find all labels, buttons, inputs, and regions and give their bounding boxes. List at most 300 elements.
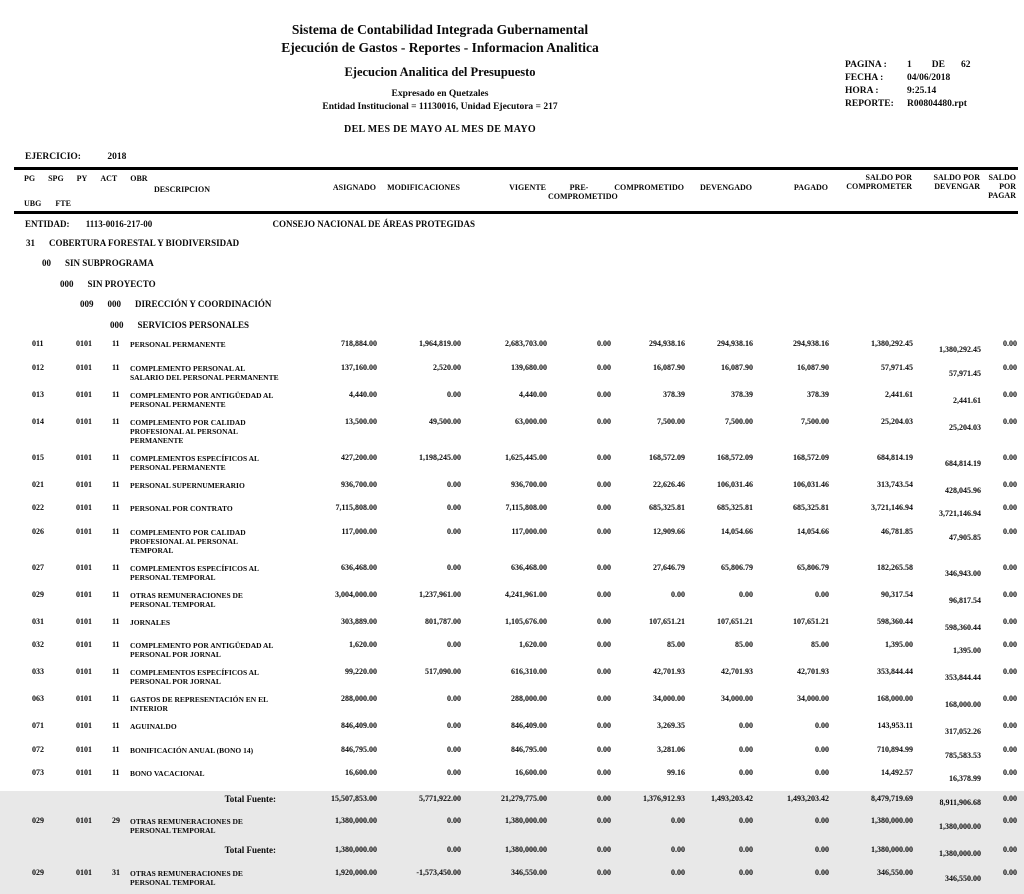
hierarchy-label: DIRECCIÓN Y COORDINACIÓN — [135, 299, 272, 309]
total-label: Total Fuente: — [224, 793, 276, 804]
value-cell-vigente: 936,700.00 — [511, 479, 547, 489]
description-cell: AGUINALDO — [130, 722, 177, 731]
value-cell-pagado: 0.00 — [815, 768, 829, 777]
col-pre-comprometido: PRE- COMPROMETIDO — [548, 169, 612, 213]
value-cell-saldo-por-comprometer: 1,395.00 — [885, 640, 913, 649]
code-cell: 11 — [112, 503, 120, 512]
hierarchy-row — [14, 318, 1018, 339]
value-cell-saldo-por-pagar: 0.00 — [1003, 362, 1017, 372]
value-cell-saldo-por-pagar: 0.00 — [1003, 339, 1017, 348]
col-obr: OBR — [130, 174, 148, 183]
code-cell: 0101 — [76, 526, 92, 536]
value-cell-vigente: 616,310.00 — [511, 667, 547, 676]
value-cell-saldo-por-devengar: 96,817.54 — [949, 595, 981, 605]
value-cell-saldo-por-devengar: 8,911,906.68 — [939, 797, 981, 807]
col-py: PY — [76, 174, 88, 183]
value-cell-pre-comprometido: 0.00 — [597, 526, 611, 536]
value-cell-asignado: 4,440.00 — [349, 389, 377, 399]
value-cell-comprometido: 27,646.79 — [653, 562, 685, 572]
value-cell-asignado: 1,380,000.00 — [335, 845, 377, 854]
value-cell-saldo-por-devengar: 1,380,000.00 — [939, 849, 981, 858]
value-cell-vigente: 1,380,000.00 — [505, 816, 547, 825]
value-cell-comprometido: 168,572.09 — [649, 452, 685, 462]
value-cell-modificaciones: 0.00 — [447, 479, 461, 489]
table-row — [14, 452, 1018, 479]
code-cell: 0101 — [76, 339, 92, 348]
code-cell: 0101 — [76, 744, 92, 754]
value-cell-modificaciones: 517,090.00 — [425, 667, 461, 676]
value-cell-devengado: 0.00 — [739, 589, 753, 599]
col-saldo-por-devengar: SALDO POR DEVENGAR — [914, 169, 982, 213]
value-cell-pagado: 168,572.09 — [793, 452, 829, 462]
value-cell-vigente: 636,468.00 — [511, 562, 547, 572]
hierarchy-cell — [14, 318, 1018, 339]
value-cell-asignado: 1,920,000.00 — [335, 867, 377, 877]
description-cell: COMPLEMENTO PERSONAL AL SALARIO DEL PERSONAL PERMANENTE — [130, 363, 279, 382]
col-devengado: DEVENGADO — [686, 169, 754, 213]
description-cell: PERSONAL SUPERNUMERARIO — [130, 480, 245, 490]
value-cell-modificaciones: 0.00 — [447, 526, 461, 536]
col-asignado: ASIGNADO — [290, 169, 378, 213]
value-cell-pagado: 1,493,203.42 — [787, 793, 829, 803]
value-cell-saldo-por-comprometer: 25,204.03 — [881, 416, 913, 426]
value-cell-vigente: 4,241,961.00 — [505, 589, 547, 599]
value-cell-saldo-por-devengar: 168,000.00 — [945, 700, 981, 709]
code-cell: 11 — [112, 616, 120, 626]
code-cell: 0101 — [76, 694, 92, 703]
reporte-value: R00804480.rpt — [907, 99, 967, 109]
code-cell: 014 — [32, 416, 44, 426]
value-cell-vigente: 2,683,703.00 — [505, 339, 547, 348]
value-cell-comprometido: 12,909.66 — [653, 526, 685, 536]
table-row — [14, 526, 1018, 562]
code-cell: 033 — [32, 667, 44, 676]
total-row — [14, 842, 1018, 867]
code-cell — [14, 791, 50, 816]
value-cell-saldo-por-devengar: 346,550.00 — [945, 873, 981, 883]
value-cell-comprometido: 0.00 — [671, 867, 685, 877]
code-cell: 0101 — [76, 479, 92, 489]
value-cell-pre-comprometido: 0.00 — [597, 640, 611, 649]
value-cell-vigente: 346,550.00 — [511, 867, 547, 877]
fecha-value: 04/06/2018 — [907, 73, 951, 83]
table-row — [14, 589, 1018, 616]
code-cell: 29 — [112, 816, 120, 825]
pagina-de-label: DE — [931, 60, 945, 70]
table-row — [14, 338, 1018, 362]
code-cell: 11 — [112, 479, 120, 489]
value-cell-saldo-por-comprometer: 182,265.58 — [877, 562, 913, 572]
value-cell-comprometido: 22,626.46 — [653, 479, 685, 489]
hierarchy-row — [14, 277, 1018, 298]
value-cell-saldo-por-devengar: 1,380,292.45 — [939, 345, 981, 354]
value-cell-devengado: 65,806.79 — [721, 562, 753, 572]
hierarchy-code: 000 — [60, 278, 74, 289]
value-cell-asignado: 7,115,808.00 — [335, 503, 377, 512]
hierarchy-row — [14, 297, 1018, 318]
description-cell: OTRAS REMUNERACIONES DE PERSONAL TEMPORAL — [130, 590, 243, 609]
description-cell: PERSONAL PERMANENTE — [130, 340, 226, 349]
value-cell-devengado: 85.00 — [735, 640, 753, 649]
col-ubg: UBG — [24, 199, 42, 208]
value-cell-saldo-por-devengar: 353,844.44 — [945, 673, 981, 682]
value-cell-saldo-por-comprometer: 1,380,292.45 — [871, 339, 913, 348]
value-cell-asignado: 718,884.00 — [341, 339, 377, 348]
value-cell-devengado: 107,651.21 — [717, 616, 753, 626]
code-cell: 0101 — [76, 867, 92, 877]
value-cell-saldo-por-devengar: 25,204.03 — [949, 422, 981, 432]
value-cell-saldo-por-pagar: 0.00 — [1003, 694, 1017, 703]
code-cell — [96, 791, 130, 816]
value-cell-vigente: 1,625,445.00 — [505, 452, 547, 462]
hierarchy-code: 000 — [110, 319, 124, 330]
code-cell: 0101 — [76, 616, 92, 626]
value-cell-comprometido: 85.00 — [667, 640, 685, 649]
value-cell-pagado: 14,054.66 — [797, 526, 829, 536]
code-cell — [14, 842, 50, 867]
value-cell-pagado: 378.39 — [807, 389, 829, 399]
description-cell: PERSONAL POR CONTRATO — [130, 504, 233, 513]
description-cell: OTRAS REMUNERACIONES DE PERSONAL TEMPORAL — [130, 868, 243, 887]
value-cell-saldo-por-devengar: 1,380,000.00 — [939, 822, 981, 831]
value-cell-asignado: 15,507,853.00 — [331, 793, 377, 803]
value-cell-modificaciones: 0.00 — [447, 503, 461, 512]
description-cell: COMPLEMENTOS ESPECÍFICOS AL PERSONAL POR JORNAL — [130, 668, 259, 686]
value-cell-pagado: 0.00 — [815, 816, 829, 825]
code-cell: 11 — [112, 721, 120, 730]
table-row — [14, 815, 1018, 842]
value-cell-asignado: 846,409.00 — [341, 721, 377, 730]
value-cell-comprometido: 0.00 — [671, 816, 685, 825]
pagina-label: PAGINA : — [845, 60, 887, 70]
hierarchy-label: COBERTURA FORESTAL Y BIODIVERSIDAD — [49, 237, 240, 248]
value-cell-pagado: 85.00 — [811, 640, 829, 649]
budget-table — [14, 167, 1018, 894]
codes-header-line1 — [24, 174, 161, 183]
value-cell-pre-comprometido: 0.00 — [597, 562, 611, 572]
value-cell-saldo-por-devengar: 317,052.26 — [945, 727, 981, 736]
fecha-label: FECHA : — [845, 73, 884, 83]
value-cell-modificaciones: 0.00 — [447, 694, 461, 703]
code-cell: 11 — [112, 526, 120, 536]
value-cell-vigente: 4,440.00 — [519, 389, 547, 399]
value-cell-devengado: 685,325.81 — [717, 503, 753, 512]
table-row — [14, 416, 1018, 452]
description-cell: JORNALES — [130, 617, 171, 627]
value-cell-saldo-por-devengar: 598,360.44 — [945, 622, 981, 632]
table-row — [14, 867, 1018, 894]
description-cell: BONIFICACIÓN ANUAL (BONO 14) — [130, 745, 254, 755]
code-cell: 021 — [32, 479, 44, 489]
value-cell-devengado: 168,572.09 — [717, 452, 753, 462]
value-cell-saldo-por-devengar: 346,943.00 — [945, 568, 981, 578]
value-cell-saldo-por-devengar: 2,441.61 — [953, 395, 981, 405]
value-cell-pre-comprometido: 0.00 — [597, 339, 611, 348]
code-cell: 071 — [32, 721, 44, 730]
value-cell-saldo-por-comprometer: 710,894.99 — [877, 744, 913, 754]
value-cell-saldo-por-pagar: 0.00 — [1003, 667, 1017, 676]
value-cell-asignado: 936,700.00 — [341, 479, 377, 489]
code-cell: 11 — [112, 389, 120, 399]
value-cell-devengado: 1,493,203.42 — [711, 793, 753, 803]
value-cell-asignado: 427,200.00 — [341, 452, 377, 462]
value-cell-saldo-por-pagar: 0.00 — [1003, 416, 1017, 426]
value-cell-asignado: 846,795.00 — [341, 744, 377, 754]
col-act: ACT — [100, 174, 118, 183]
report-meta — [845, 60, 1020, 112]
value-cell-devengado: 378.39 — [731, 389, 753, 399]
value-cell-pagado: 0.00 — [815, 721, 829, 730]
value-cell-vigente: 117,000.00 — [511, 526, 547, 536]
code-cell: 11 — [112, 339, 120, 348]
hierarchy-label: SIN PROYECTO — [87, 278, 156, 289]
value-cell-devengado: 294,938.16 — [717, 339, 753, 348]
ejercicio-row — [25, 152, 1024, 167]
table-row — [14, 666, 1018, 693]
code-cell: 029 — [32, 816, 44, 825]
description-cell: GASTOS DE REPRESENTACIÓN EN EL INTERIOR — [130, 695, 268, 713]
value-cell-comprometido: 294,938.16 — [649, 339, 685, 348]
hierarchy-code: 000 — [107, 299, 121, 309]
value-cell-saldo-por-pagar: 0.00 — [1003, 616, 1017, 626]
value-cell-devengado: 0.00 — [739, 845, 753, 854]
code-cell: 11 — [112, 562, 120, 572]
value-cell-pre-comprometido: 0.00 — [597, 867, 611, 877]
description-cell: COMPLEMENTOS ESPECÍFICOS AL PERSONAL TEMPORAL — [130, 563, 259, 582]
value-cell-comprometido: 0.00 — [671, 589, 685, 599]
value-cell-saldo-por-comprometer: 313,743.54 — [877, 479, 913, 489]
col-descripcion: DESCRIPCION — [154, 185, 211, 194]
value-cell-saldo-por-comprometer: 14,492.57 — [881, 768, 913, 777]
code-cell: 073 — [32, 768, 44, 777]
value-cell-comprometido: 3,269.35 — [657, 721, 685, 730]
value-cell-devengado: 106,031.46 — [717, 479, 753, 489]
hierarchy-code: 31 — [26, 237, 35, 248]
value-cell-saldo-por-comprometer: 8,479,719.69 — [871, 793, 913, 803]
value-cell-pagado: 34,000.00 — [797, 694, 829, 703]
value-cell-asignado: 3,004,000.00 — [335, 589, 377, 599]
report-title: Ejecucion Analitica del Presupuesto — [344, 65, 536, 79]
value-cell-saldo-por-devengar: 428,045.96 — [945, 485, 981, 495]
value-cell-saldo-por-devengar: 3,721,146.94 — [939, 509, 981, 518]
value-cell-saldo-por-pagar: 0.00 — [1003, 479, 1017, 489]
code-cell: 022 — [32, 503, 44, 512]
value-cell-vigente: 21,279,775.00 — [501, 793, 547, 803]
value-cell-modificaciones: -1,573,450.00 — [416, 867, 461, 877]
value-cell-saldo-por-pagar: 0.00 — [1003, 793, 1017, 803]
value-cell-saldo-por-devengar: 47,905.85 — [949, 532, 981, 542]
code-cell: 0101 — [76, 562, 92, 572]
value-cell-pre-comprometido: 0.00 — [597, 452, 611, 462]
value-cell-saldo-por-pagar: 0.00 — [1003, 503, 1017, 512]
value-cell-devengado: 0.00 — [739, 721, 753, 730]
hierarchy-cell — [14, 236, 1018, 257]
value-cell-devengado: 0.00 — [739, 768, 753, 777]
value-cell-comprometido: 34,000.00 — [653, 694, 685, 703]
report-header — [0, 0, 1024, 152]
code-cell: 11 — [112, 744, 120, 754]
hierarchy-row — [14, 236, 1018, 257]
code-cell: 072 — [32, 744, 44, 754]
table-row — [14, 389, 1018, 416]
value-cell-saldo-por-comprometer: 46,781.85 — [881, 526, 913, 536]
description-cell: COMPLEMENTO POR CALIDAD PROFESIONAL AL PERSONAL TEMPORAL — [130, 527, 246, 555]
value-cell-saldo-por-devengar: 16,378.99 — [949, 774, 981, 783]
value-cell-saldo-por-pagar: 0.00 — [1003, 562, 1017, 572]
code-cell: 0101 — [76, 362, 92, 372]
description-cell: BONO VACACIONAL — [130, 769, 205, 778]
ejercicio-value: 2018 — [107, 152, 127, 162]
value-cell-pre-comprometido: 0.00 — [597, 416, 611, 426]
value-cell-saldo-por-pagar: 0.00 — [1003, 452, 1017, 462]
value-cell-pre-comprometido: 0.00 — [597, 389, 611, 399]
total-label: Total Fuente: — [224, 845, 276, 855]
value-cell-modificaciones: 0.00 — [447, 816, 461, 825]
meta-hora — [845, 86, 1020, 96]
value-cell-pre-comprometido: 0.00 — [597, 694, 611, 703]
value-cell-asignado: 1,380,000.00 — [335, 816, 377, 825]
value-cell-pre-comprometido: 0.00 — [597, 721, 611, 730]
table-row — [14, 562, 1018, 589]
value-cell-saldo-por-comprometer: 168,000.00 — [877, 694, 913, 703]
value-cell-asignado: 117,000.00 — [341, 526, 377, 536]
table-row — [14, 639, 1018, 666]
value-cell-pre-comprometido: 0.00 — [597, 503, 611, 512]
value-cell-comprometido: 1,376,912.93 — [643, 793, 685, 803]
value-cell-saldo-por-comprometer: 346,550.00 — [877, 867, 913, 877]
table-row — [14, 479, 1018, 503]
entity-note: Entidad Institucional = 11130016, Unidad Ejecutora = 217 — [322, 102, 558, 112]
code-cell: 11 — [112, 589, 120, 599]
col-saldo-por-comprometer: SALDO POR COMPROMETER — [830, 169, 914, 213]
value-cell-modificaciones: 1,237,961.00 — [419, 589, 461, 599]
value-cell-pagado: 65,806.79 — [797, 562, 829, 572]
report-title-block — [140, 22, 740, 135]
code-cell: 012 — [32, 362, 44, 372]
value-cell-modificaciones: 49,500.00 — [429, 416, 461, 426]
value-cell-vigente: 288,000.00 — [511, 694, 547, 703]
value-cell-devengado: 14,054.66 — [721, 526, 753, 536]
value-cell-vigente: 1,105,676.00 — [505, 616, 547, 626]
code-cell: 0101 — [76, 389, 92, 399]
value-cell-devengado: 7,500.00 — [725, 416, 753, 426]
value-cell-vigente: 7,115,808.00 — [505, 503, 547, 512]
value-cell-vigente: 63,000.00 — [515, 416, 547, 426]
col-modificaciones: MODIFICACIONES — [378, 169, 462, 213]
code-cell — [50, 842, 96, 867]
code-cell: 0101 — [76, 640, 92, 649]
value-cell-pagado: 107,651.21 — [793, 616, 829, 626]
value-cell-comprometido: 99.16 — [667, 768, 685, 777]
hierarchy-code: 009 — [80, 299, 94, 309]
value-cell-saldo-por-pagar: 0.00 — [1003, 721, 1017, 730]
hierarchy-label: SIN SUBPROGRAMA — [65, 258, 154, 268]
code-cell: 11 — [112, 640, 120, 649]
value-cell-modificaciones: 5,771,922.00 — [419, 793, 461, 803]
total-row — [14, 791, 1018, 816]
hora-label: HORA : — [845, 86, 879, 96]
description-cell: COMPLEMENTO POR CALIDAD PROFESIONAL AL PERSONAL PERMANENTE — [130, 417, 246, 445]
col-fte: FTE — [55, 199, 71, 208]
code-cell: 11 — [112, 452, 120, 462]
value-cell-vigente: 139,680.00 — [511, 362, 547, 372]
col-vigente: VIGENTE — [462, 169, 548, 213]
value-cell-pagado: 0.00 — [815, 744, 829, 754]
value-cell-asignado: 137,160.00 — [341, 362, 377, 372]
value-cell-pagado: 7,500.00 — [801, 416, 829, 426]
code-cell: 0101 — [76, 416, 92, 426]
value-cell-saldo-por-pagar: 0.00 — [1003, 867, 1017, 877]
code-cell — [50, 791, 96, 816]
value-cell-pre-comprometido: 0.00 — [597, 793, 611, 803]
value-cell-comprometido: 3,281.06 — [657, 744, 685, 754]
reporte-label: REPORTE: — [845, 99, 894, 109]
table-header — [14, 169, 1018, 213]
value-cell-comprometido: 378.39 — [663, 389, 685, 399]
code-cell: 029 — [32, 867, 44, 877]
value-cell-comprometido: 7,500.00 — [657, 416, 685, 426]
value-cell-pagado: 16,087.90 — [797, 362, 829, 372]
entidad-code: 1113-0016-217-00 — [85, 219, 153, 229]
entidad-row — [14, 213, 1018, 236]
table-row — [14, 767, 1018, 791]
value-cell-asignado: 636,468.00 — [341, 562, 377, 572]
entidad-name: CONSEJO NACIONAL DE ÁREAS PROTEGIDAS — [272, 219, 476, 229]
value-cell-saldo-por-devengar: 1,395.00 — [953, 646, 981, 655]
value-cell-saldo-por-comprometer: 1,380,000.00 — [871, 816, 913, 825]
value-cell-comprometido: 16,087.90 — [653, 362, 685, 372]
code-cell: 0101 — [76, 768, 92, 777]
meta-reporte — [845, 99, 1020, 109]
value-cell-pre-comprometido: 0.00 — [597, 667, 611, 676]
value-cell-saldo-por-comprometer: 353,844.44 — [877, 667, 913, 676]
value-cell-comprometido: 107,651.21 — [649, 616, 685, 626]
hora-value: 9:25.14 — [907, 86, 937, 96]
hierarchy-row — [14, 256, 1018, 277]
module-title: Ejecución de Gastos - Reportes - Informacion Analitica — [281, 40, 599, 55]
value-cell-pre-comprometido: 0.00 — [597, 744, 611, 754]
code-cell: 0101 — [76, 721, 92, 730]
col-pg: PG — [24, 174, 36, 183]
value-cell-asignado: 1,620.00 — [349, 640, 377, 649]
value-cell-pagado: 42,701.93 — [797, 667, 829, 676]
value-cell-pre-comprometido: 0.00 — [597, 362, 611, 372]
code-cell: 013 — [32, 389, 44, 399]
value-cell-modificaciones: 801,787.00 — [425, 616, 461, 626]
table-row — [14, 720, 1018, 744]
col-spg: SPG — [48, 174, 64, 183]
table-row — [14, 502, 1018, 526]
description-cell: COMPLEMENTO POR ANTIGÜEDAD AL PERSONAL POR JORNAL — [130, 641, 274, 659]
table-row — [14, 693, 1018, 720]
value-cell-devengado: 34,000.00 — [721, 694, 753, 703]
value-cell-pre-comprometido: 0.00 — [597, 845, 611, 854]
value-cell-comprometido: 685,325.81 — [649, 503, 685, 512]
value-cell-modificaciones: 1,964,819.00 — [419, 339, 461, 348]
col-saldo-por-pagar: SALDO POR PAGAR — [982, 169, 1018, 213]
code-cell: 011 — [32, 339, 44, 348]
table-body — [14, 213, 1018, 894]
value-cell-pre-comprometido: 0.00 — [597, 479, 611, 489]
value-cell-saldo-por-pagar: 0.00 — [1003, 389, 1017, 399]
value-cell-vigente: 1,620.00 — [519, 640, 547, 649]
value-cell-modificaciones: 1,198,245.00 — [419, 452, 461, 462]
value-cell-vigente: 846,795.00 — [511, 744, 547, 754]
value-cell-saldo-por-devengar: 785,583.53 — [945, 750, 981, 760]
code-cell: 026 — [32, 526, 44, 536]
code-cell: 31 — [112, 867, 120, 877]
value-cell-modificaciones: 0.00 — [447, 845, 461, 854]
